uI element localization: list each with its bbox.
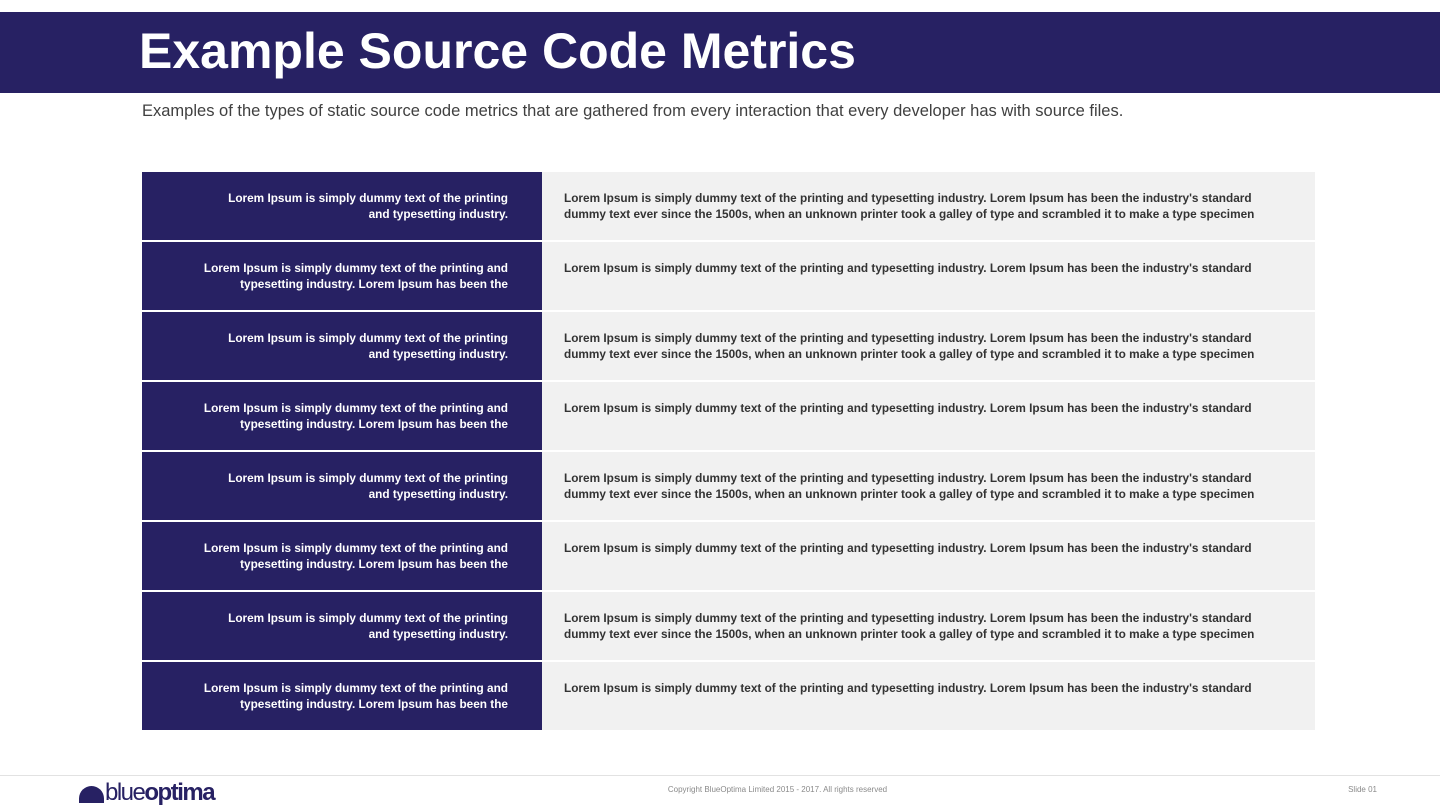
metric-name-cell: [142, 522, 542, 590]
metric-name-cell: [142, 312, 542, 380]
table-row: [142, 312, 1315, 380]
table-row: [142, 382, 1315, 450]
metric-description-cell: [542, 242, 1315, 310]
table-row: [142, 592, 1315, 660]
table-row: [142, 172, 1315, 240]
metric-name: Lorem Ipsum is simply dummy text of the printing and typesetting industry.: [228, 191, 508, 221]
footer-divider: [0, 775, 1440, 776]
metric-description: Lorem Ipsum is simply dummy text of the printing and typesetting industry. Lorem Ipsum has been the industry's standard dummy text ever since the 1500s, when an unknown printer took a galley of type and scrambled it to make a type specimen: [564, 471, 1255, 501]
logo-text-optima: optima: [144, 779, 215, 806]
metric-name-cell: [142, 452, 542, 520]
metric-description-cell: [542, 662, 1315, 730]
table-row: [142, 242, 1315, 310]
metric-description: Lorem Ipsum is simply dummy text of the printing and typesetting industry. Lorem Ipsum has been the industry's standard: [564, 541, 1252, 555]
metric-name: Lorem Ipsum is simply dummy text of the printing and typesetting industry. Lorem Ipsum has been the: [203, 401, 508, 431]
metric-description: Lorem Ipsum is simply dummy text of the printing and typesetting industry. Lorem Ipsum has been the industry's standard dummy text ever since the 1500s, when an unknown printer took a galley of type and scrambled it to make a type specimen: [564, 611, 1255, 641]
metric-description-cell: [542, 452, 1315, 520]
metric-description-cell: [542, 312, 1315, 380]
page-title: Example Source Code Metrics: [139, 23, 856, 79]
slide-number: Slide 01: [1348, 785, 1377, 794]
metric-name: Lorem Ipsum is simply dummy text of the printing and typesetting industry.: [228, 611, 508, 641]
metric-description-cell: [542, 592, 1315, 660]
logo-text-blue: blue: [105, 779, 145, 806]
metric-description: Lorem Ipsum is simply dummy text of the printing and typesetting industry. Lorem Ipsum has been the industry's standard: [564, 261, 1252, 275]
metric-name: Lorem Ipsum is simply dummy text of the printing and typesetting industry.: [228, 471, 508, 501]
metric-name-cell: [142, 662, 542, 730]
table-row: [142, 522, 1315, 590]
metric-name-cell: [142, 172, 542, 240]
page-subtitle: Examples of the types of static source code metrics that are gathered from every interaction that every developer has with source files.: [142, 102, 1124, 120]
metric-name-cell: [142, 382, 542, 450]
metric-description-cell: [542, 522, 1315, 590]
metric-name: Lorem Ipsum is simply dummy text of the printing and typesetting industry. Lorem Ipsum has been the: [203, 261, 508, 291]
metric-description: Lorem Ipsum is simply dummy text of the printing and typesetting industry. Lorem Ipsum has been the industry's standard dummy text ever since the 1500s, when an unknown printer took a galley of type and scrambled it to make a type specimen: [564, 191, 1255, 221]
table-row: [142, 662, 1315, 730]
metrics-table: [142, 172, 1315, 732]
metric-name-cell: [142, 242, 542, 310]
metric-description-cell: [542, 172, 1315, 240]
table-row: [142, 452, 1315, 520]
metric-description: Lorem Ipsum is simply dummy text of the printing and typesetting industry. Lorem Ipsum has been the industry's standard: [564, 681, 1252, 695]
metric-description-cell: [542, 382, 1315, 450]
copyright-notice: Copyright BlueOptima Limited 2015 - 2017. All rights reserved: [667, 785, 888, 794]
metric-name: Lorem Ipsum is simply dummy text of the printing and typesetting industry. Lorem Ipsum has been the: [203, 681, 508, 711]
metric-description: Lorem Ipsum is simply dummy text of the printing and typesetting industry. Lorem Ipsum has been the industry's standard: [564, 401, 1252, 415]
metric-description: Lorem Ipsum is simply dummy text of the printing and typesetting industry. Lorem Ipsum has been the industry's standard dummy text ever since the 1500s, when an unknown printer took a galley of type and scrambled it to make a type specimen: [564, 331, 1255, 361]
metric-name-cell: [142, 592, 542, 660]
metric-name: Lorem Ipsum is simply dummy text of the printing and typesetting industry. Lorem Ipsum has been the: [203, 541, 508, 571]
metric-name: Lorem Ipsum is simply dummy text of the printing and typesetting industry.: [228, 331, 508, 361]
